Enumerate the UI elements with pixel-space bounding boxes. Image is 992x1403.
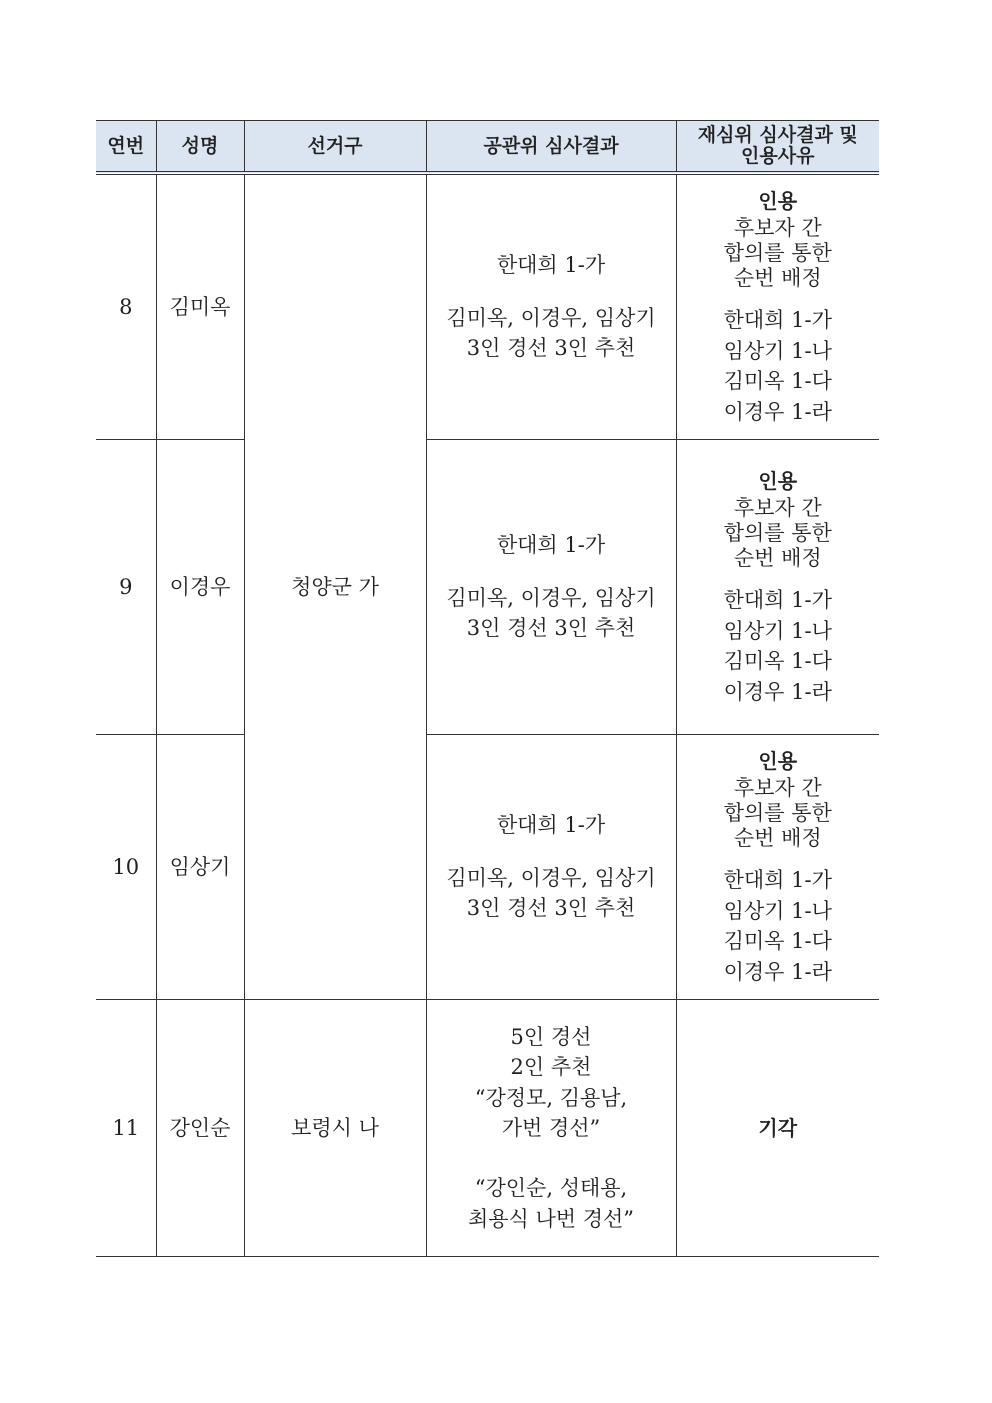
reason-line: 후보자 간 bbox=[733, 495, 822, 520]
row-name: 강인순 bbox=[156, 1000, 244, 1257]
header-row bbox=[96, 121, 879, 174]
row-committee-result bbox=[426, 1000, 676, 1257]
committee-line3: 3인 경선 3인 추천 bbox=[466, 336, 636, 361]
reason-line: 순번 배정 bbox=[733, 546, 822, 571]
review-order bbox=[681, 865, 876, 987]
row-name: 이경우 bbox=[156, 440, 244, 735]
committee-line: 2인 추천 bbox=[510, 1055, 592, 1080]
order-line: 임상기 1-나 bbox=[723, 618, 832, 643]
row-no: 8 bbox=[96, 173, 156, 440]
order-line: 이경우 1-라 bbox=[723, 399, 832, 424]
committee-line1: 한대희 1-가 bbox=[496, 253, 606, 278]
review-order bbox=[681, 305, 876, 427]
reason-line: 합의를 통한 bbox=[723, 521, 832, 546]
row-review-result bbox=[676, 1000, 879, 1257]
row-review-result bbox=[676, 735, 879, 1000]
order-line: 이경우 1-라 bbox=[723, 679, 832, 704]
row-committee-result bbox=[426, 735, 676, 1000]
reason-line: 후보자 간 bbox=[733, 215, 822, 240]
order-line: 한대희 1-가 bbox=[723, 308, 832, 333]
row-committee-result bbox=[426, 173, 676, 440]
committee-line2: 김미옥, 이경우, 임상기 bbox=[446, 585, 656, 610]
review-order bbox=[681, 585, 876, 707]
row-name: 임상기 bbox=[156, 735, 244, 1000]
header-committee-result: 공관위 심사결과 bbox=[426, 121, 676, 174]
reason-line: 후보자 간 bbox=[733, 775, 822, 800]
row-no: 11 bbox=[96, 1000, 156, 1257]
review-results-table bbox=[96, 120, 879, 1257]
committee-line1: 한대희 1-가 bbox=[496, 813, 606, 838]
order-line: 이경우 1-라 bbox=[723, 959, 832, 984]
order-line: 김미옥 1-다 bbox=[723, 929, 832, 954]
committee-line: “강정모, 김용남, bbox=[474, 1085, 628, 1110]
order-line: 김미옥 1-다 bbox=[723, 369, 832, 394]
order-line: 한대희 1-가 bbox=[723, 868, 832, 893]
committee-line1: 한대희 1-가 bbox=[496, 533, 606, 558]
order-line: 한대희 1-가 bbox=[723, 588, 832, 613]
review-verdict: 인용 bbox=[758, 748, 798, 773]
header-review-result bbox=[676, 121, 879, 174]
table-row bbox=[96, 440, 879, 735]
committee-line2: 김미옥, 이경우, 임상기 bbox=[446, 305, 656, 330]
reason-line: 합의를 통한 bbox=[723, 801, 832, 826]
row-review-result bbox=[676, 440, 879, 735]
order-line: 임상기 1-나 bbox=[723, 338, 832, 363]
row-district-merged: 청양군 가 bbox=[244, 173, 426, 1000]
committee-line2: 김미옥, 이경우, 임상기 bbox=[446, 865, 656, 890]
row-name: 김미옥 bbox=[156, 173, 244, 440]
table-row bbox=[96, 1000, 879, 1257]
header-district: 선거구 bbox=[244, 121, 426, 174]
review-verdict: 기각 bbox=[758, 1115, 798, 1140]
row-committee-result bbox=[426, 440, 676, 735]
review-verdict: 인용 bbox=[758, 468, 798, 493]
reason-line: 순번 배정 bbox=[733, 826, 822, 851]
review-reason bbox=[681, 776, 876, 852]
committee-line: 5인 경선 bbox=[510, 1024, 592, 1049]
committee-line: 가번 경선” bbox=[501, 1116, 601, 1140]
order-line: 임상기 1-나 bbox=[723, 898, 832, 923]
review-reason bbox=[681, 496, 876, 572]
table-row bbox=[96, 173, 879, 440]
committee-line: 최용식 나번 경선” bbox=[467, 1206, 635, 1231]
review-verdict: 인용 bbox=[758, 188, 798, 213]
row-review-result bbox=[676, 173, 879, 440]
table-row bbox=[96, 735, 879, 1000]
header-review-result-line2: 인용사유 bbox=[741, 145, 815, 167]
committee-line3: 3인 경선 3인 추천 bbox=[466, 616, 636, 641]
reason-line: 순번 배정 bbox=[733, 266, 822, 291]
committee-line: “강인순, 성태용, bbox=[474, 1176, 628, 1201]
header-name: 성명 bbox=[156, 121, 244, 174]
review-reason bbox=[681, 216, 876, 292]
reason-line: 합의를 통한 bbox=[723, 241, 832, 266]
row-no: 10 bbox=[96, 735, 156, 1000]
order-line: 김미옥 1-다 bbox=[723, 649, 832, 674]
row-no: 9 bbox=[96, 440, 156, 735]
header-review-result-line1: 재심위 심사결과 및 bbox=[697, 124, 858, 147]
committee-line3: 3인 경선 3인 추천 bbox=[466, 896, 636, 921]
row-district: 보령시 나 bbox=[244, 1000, 426, 1257]
header-no: 연번 bbox=[96, 121, 156, 174]
